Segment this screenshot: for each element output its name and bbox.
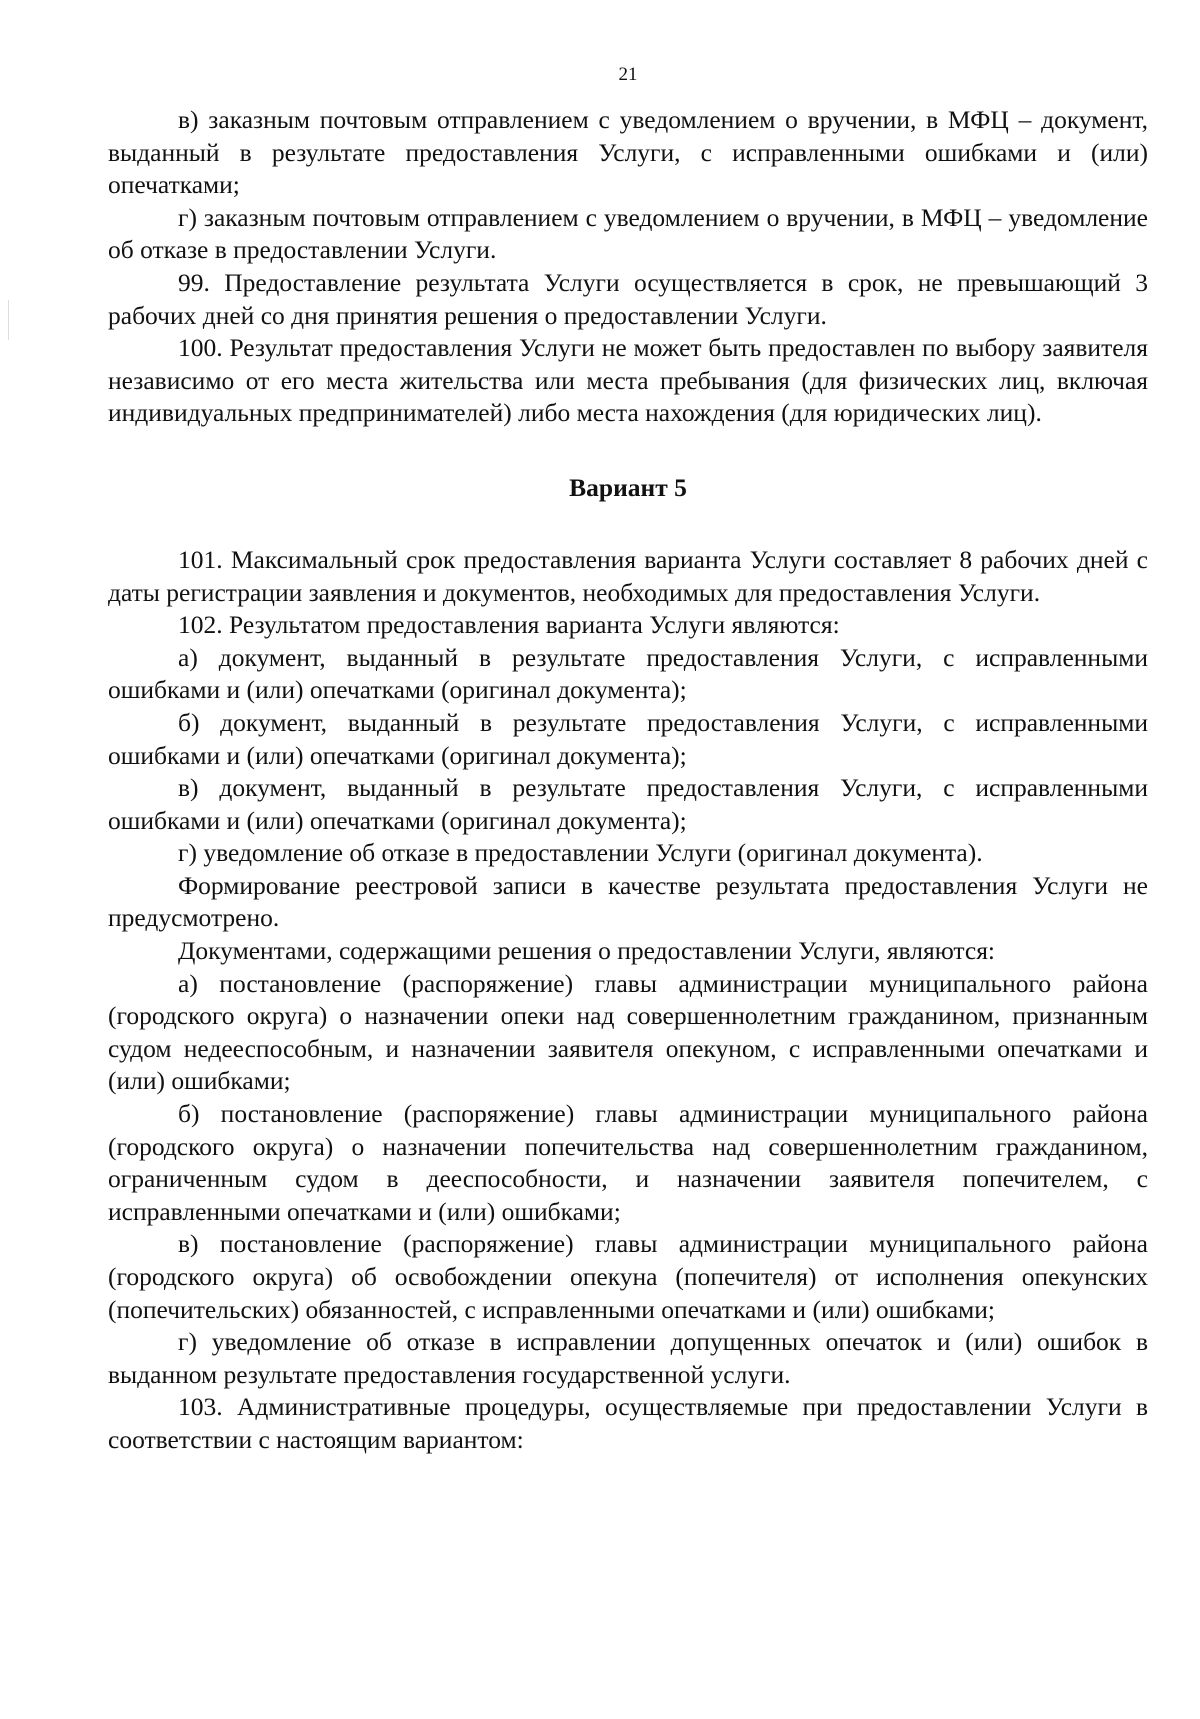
- paragraph-102-v: в) документ, выданный в результате предоставления Услуги, с исправленными ошибками и (или) опечатками (оригинал документа);: [108, 773, 1148, 835]
- document-page: [108, 62, 1148, 1457]
- paragraph-decision-b: б) постановление (распоряжение) главы администрации муниципального района (городского округа) о назначении попечительства над совершеннолетним гражданином, ограниченным судом в дееспособности, и назначении заявителя попечителем, с исправленными опечатками и (или) ошибками;: [108, 1099, 1148, 1226]
- page-number: 21: [618, 64, 638, 85]
- section-heading: Вариант 5: [569, 472, 687, 502]
- paragraph-102-a: а) документ, выданный в результате предоставления Услуги, с исправленными ошибками и (или) опечатками (оригинал документа);: [108, 642, 1148, 705]
- paragraph-decision-v: в) постановление (распоряжение) главы администрации муниципального района (городского округа) об освобождении опекуна (попечителя) от исполнения опекунских (попечительских) обязанностей, с исправленными опечатками и (или) ошибками;: [108, 1229, 1148, 1324]
- paragraph-registry-record: Формирование реестровой записи в качестве результата предоставления Услуги не предусмотрено.: [108, 870, 1148, 933]
- paragraph-102: 102. Результатом предоставления варианта Услуги являются:: [178, 610, 840, 640]
- paragraph-103: 103. Административные процедуры, осуществляемые при предоставлении Услуги в соответствии с настоящим вариантом:: [108, 1392, 1148, 1454]
- paragraph-99: 99. Предоставление результата Услуги осуществляется в срок, не превышающий 3 рабочих дней со дня принятия решения о предоставлении Услуги.: [108, 267, 1148, 330]
- scan-edge-mark: [8, 300, 9, 340]
- paragraph-102-g: г) уведомление об отказе в предоставлении Услуги (оригинал документа).: [178, 838, 983, 868]
- paragraph-102-b: б) документ, выданный в результате предоставления Услуги, с исправленными ошибками и (или) опечатками (оригинал документа);: [108, 707, 1148, 770]
- paragraph-g-mail-refusal: г) заказным почтовым отправлением с уведомлением о вручении, в МФЦ – уведомление об отказе в предоставлении Услуги.: [108, 202, 1148, 265]
- paragraph-decision-a: а) постановление (распоряжение) главы администрации муниципального района (городского округа) о назначении опеки над совершеннолетним гражданином, признанным судом недееспособным, и назначении заявителя опекуном, с исправленными опечатками и (или) ошибками;: [108, 968, 1148, 1096]
- paragraph-decision-g: г) уведомление об отказе в исправлении допущенных опечаток и (или) ошибок в выданном результате предоставления государственной услуги.: [108, 1327, 1148, 1389]
- paragraph-v-mail-document: в) заказным почтовым отправлением с уведомлением о вручении, в МФЦ – документ, выданный в результате предоставления Услуги, с исправленными ошибками и (или) опечатками;: [108, 105, 1148, 200]
- paragraph-decision-documents: Документами, содержащими решения о предоставлении Услуги, являются:: [178, 936, 996, 966]
- paragraph-101: 101. Максимальный срок предоставления варианта Услуги составляет 8 рабочих дней с даты регистрации заявления и документов, необходимых для предоставления Услуги.: [108, 544, 1148, 607]
- paragraph-100: 100. Результат предоставления Услуги не может быть предоставлен по выбору заявителя независимо от его места жительства или места пребывания (для физических лиц, включая индивидуальных предпринимателей) либо места нахождения (для юридических лиц).: [108, 333, 1148, 428]
